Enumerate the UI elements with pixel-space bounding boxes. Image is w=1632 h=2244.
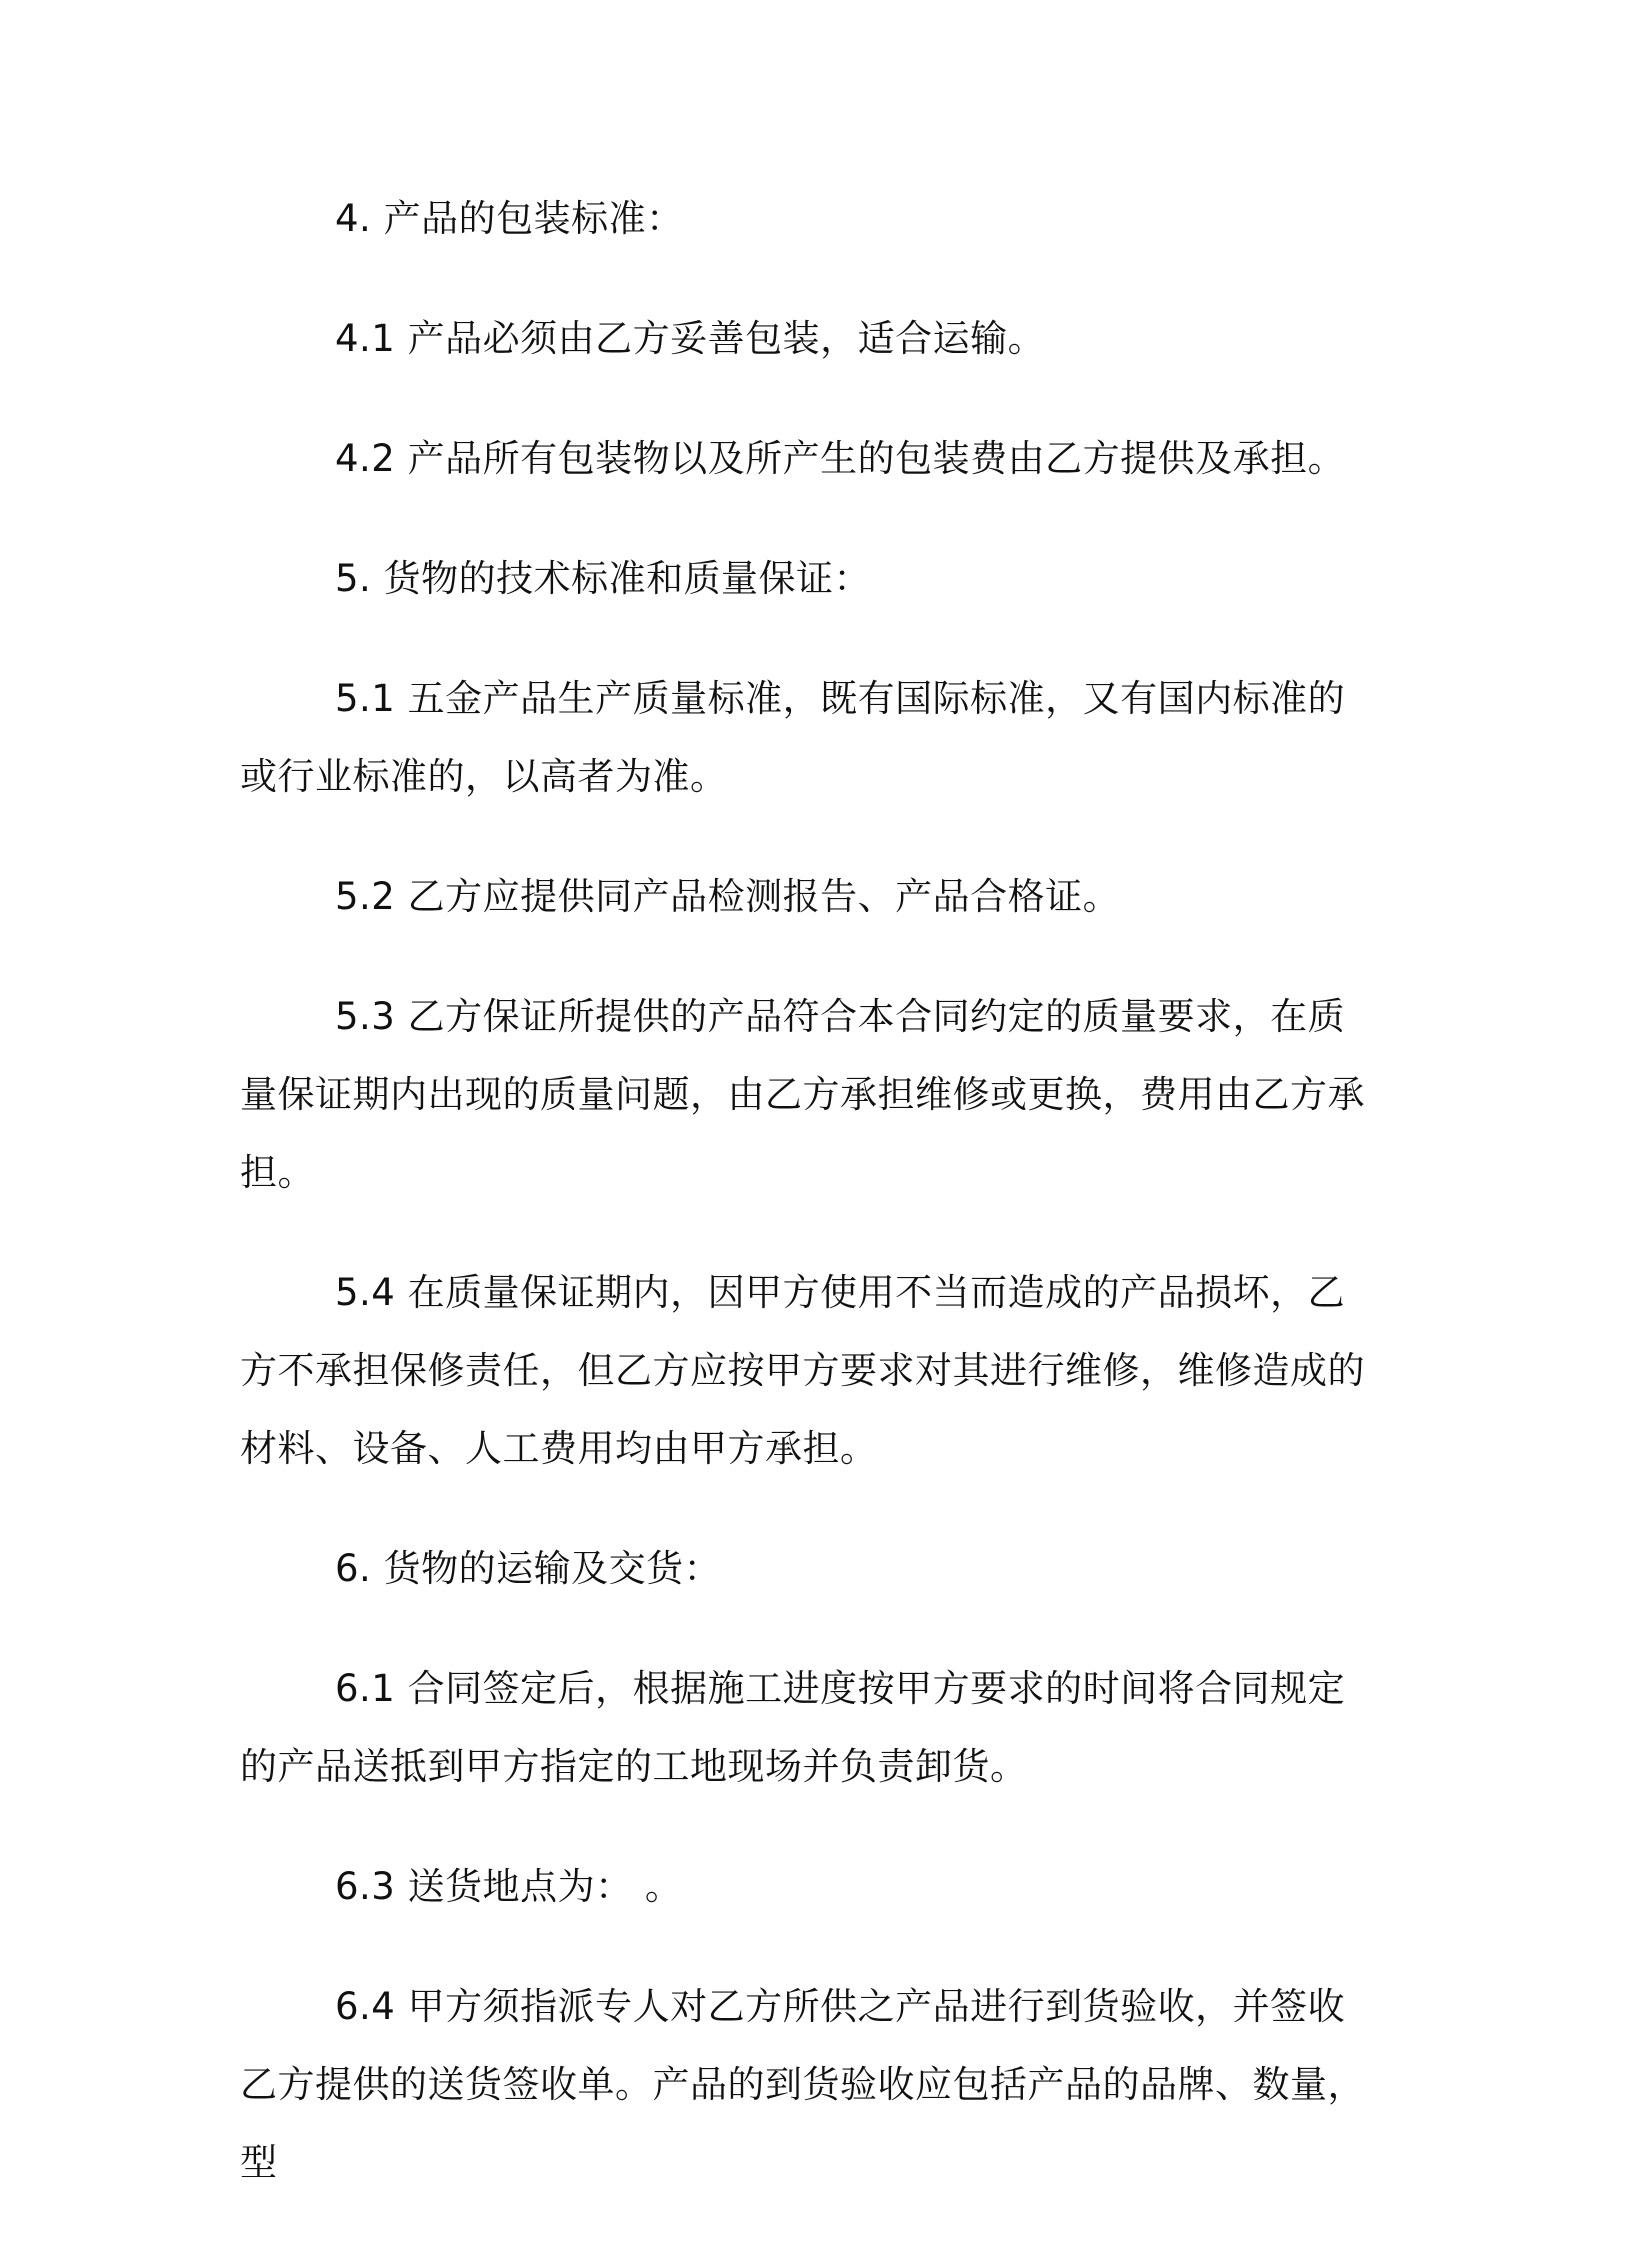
document-body — [240, 180, 1370, 2244]
clause-5-1: 5.1 五金产品生产质量标准，既有国际标准，又有国内标准的或行业标准的，以高者为准。 — [240, 677, 1346, 798]
clause-5-3: 5.3 乙方保证所提供的产品符合本合同约定的质量要求，在质量保证期内出现的质量问题，由乙方承担维修或更换，费用由乙方承担。 — [240, 995, 1365, 1194]
heading-packaging-standard: 4. 产品的包装标准： — [335, 197, 684, 240]
clause-5-4: 5.4 在质量保证期内，因甲方使用不当而造成的产品损坏，乙方不承担保修责任，但乙方应按甲方要求对其进行维修，维修造成的材料、设备、人工费用均由甲方承担。 — [240, 1271, 1365, 1470]
clause-4-2: 4.2 产品所有包装物以及所产生的包装费由乙方提供及承担。 — [335, 437, 1346, 480]
clause-6-1: 6.1 合同签定后，根据施工进度按甲方要求的时间将合同规定的产品送抵到甲方指定的工地现场并负责卸货。 — [240, 1667, 1346, 1788]
heading-transport-delivery: 6. 货物的运输及交货： — [335, 1547, 722, 1590]
clause-6-3: 6.3 送货地点为： 。 — [335, 1865, 683, 1908]
clause-4-1: 4.1 产品必须由乙方妥善包装，适合运输。 — [335, 317, 1046, 360]
clause-5-2: 5.2 乙方应提供同产品检测报告、产品合格证。 — [335, 875, 1121, 918]
clause-6-4: 6.4 甲方须指派专人对乙方所供之产品进行到货验收，并签收乙方提供的送货签收单。产品的到货验收应包括产品的品牌、数量，型 — [240, 1985, 1365, 2184]
heading-technical-quality: 5. 货物的技术标准和质量保证： — [335, 557, 872, 600]
